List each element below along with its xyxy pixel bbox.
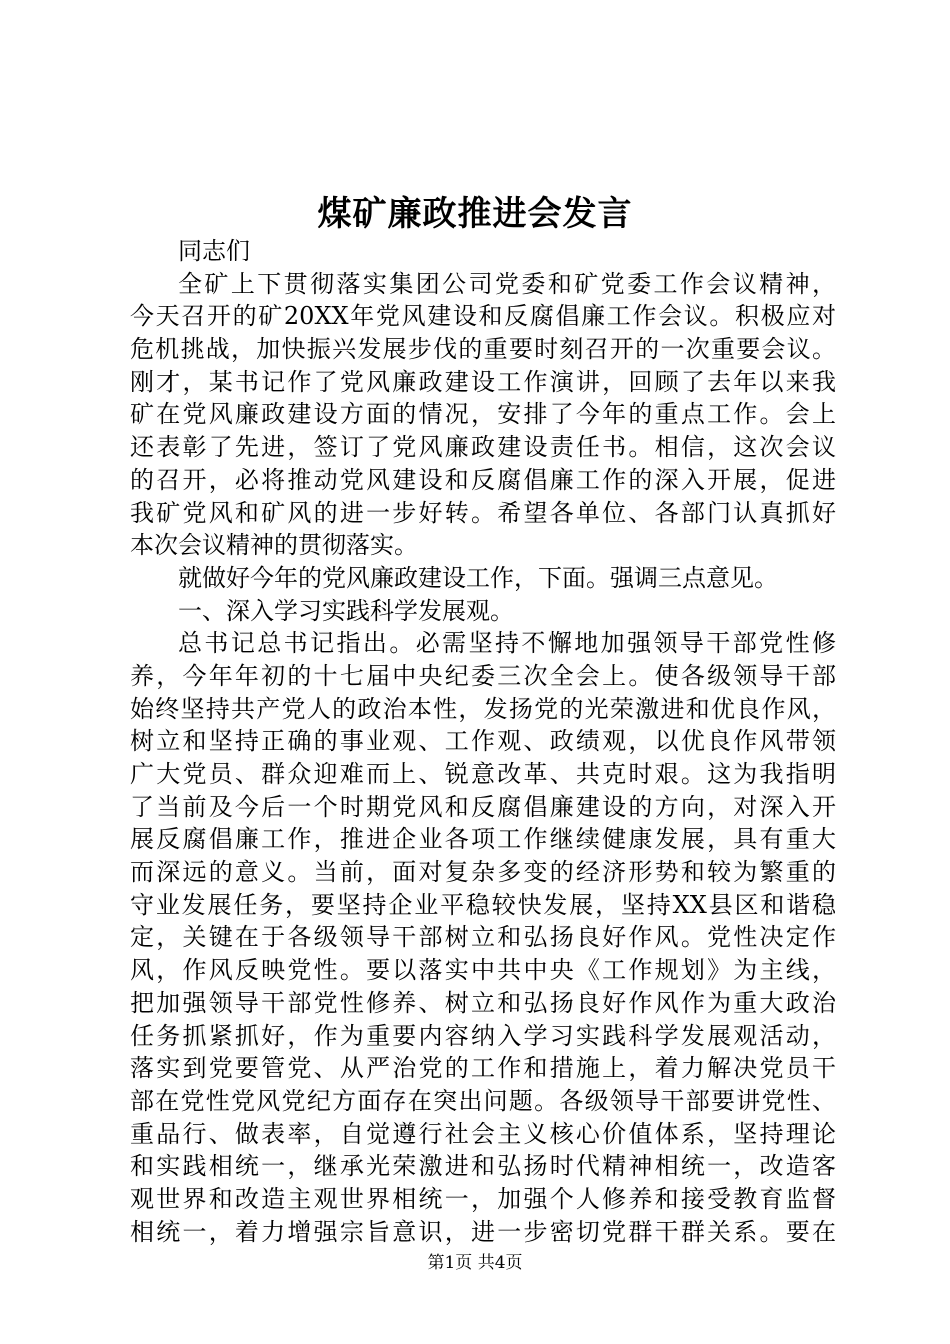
text-line: 和实践相统一，继承光荣激进和弘扬时代精神相统一，改造客 <box>130 1152 836 1181</box>
text-line: 观世界和改造主观世界相统一，加强个人修养和接受教育监督 <box>130 1184 836 1213</box>
text-line: 总书记总书记指出。必需坚持不懈地加强领导干部党性修 <box>178 629 836 658</box>
text-line: 危机挑战，加快振兴发展步伐的重要时刻召开的一次重要会议。 <box>130 335 836 364</box>
text-line: 矿在党风廉政建设方面的情况，安排了今年的重点工作。会上 <box>130 400 836 429</box>
text-line: 树立和坚持正确的事业观、工作观、政绩观，以优良作风带领 <box>130 727 836 756</box>
text-line: 任务抓紧抓好，作为重要内容纳入学习实践科学发展观活动， <box>130 1021 836 1050</box>
text-line: 风，作风反映党性。要以落实中共中央《工作规划》为主线， <box>130 956 836 985</box>
text-line: 相统一，着力增强宗旨意识，进一步密切党群干群关系。要在 <box>130 1217 836 1246</box>
text-line: 本次会议精神的贯彻落实。 <box>130 531 418 560</box>
text-line: 部在党性党风党纪方面存在突出问题。各级领导干部要讲党性、 <box>130 1086 836 1115</box>
text-line: 就做好今年的党风廉政建设工作，下面。强调三点意见。 <box>178 563 778 592</box>
text-line: 了当前及今后一个时期党风和反腐倡廉建设的方向，对深入开 <box>130 792 836 821</box>
text-line: 刚才，某书记作了党风廉政建设工作演讲，回顾了去年以来我 <box>130 367 836 396</box>
text-line: 而深远的意义。当前，面对复杂多变的经济形势和较为繁重的 <box>130 858 836 887</box>
text-line: 我矿党风和矿风的进一步好转。希望各单位、各部门认真抓好 <box>130 498 836 527</box>
text-line: 同志们 <box>178 237 250 265</box>
text-line: 的召开，必将推动党风建设和反腐倡廉工作的深入开展，促进 <box>130 465 836 494</box>
text-line: 展反腐倡廉工作，推进企业各项工作继续健康发展，具有重大 <box>130 825 836 854</box>
text-line: 定，关键在于各级领导干部树立和弘扬良好作风。党性决定作 <box>130 923 836 952</box>
text-line: 守业发展任务，要坚持企业平稳较快发展，坚持XX县区和谐稳 <box>130 890 836 919</box>
text-line: 把加强领导干部党性修养、树立和弘扬良好作风作为重大政治 <box>130 988 836 1017</box>
page-footer: 第1页 共4页 <box>427 1253 523 1273</box>
page-title: 煤矿廉政推进会发言 <box>317 194 633 234</box>
text-line: 始终坚持共产党人的政治本性，发扬党的光荣激进和优良作风， <box>130 694 836 723</box>
text-line: 一、深入学习实践科学发展观。 <box>178 596 514 625</box>
text-line: 落实到党要管党、从严治党的工作和措施上，着力解决党员干 <box>130 1054 836 1083</box>
text-line: 今天召开的矿20XX年党风建设和反腐倡廉工作会议。积极应对 <box>130 302 836 331</box>
text-line: 全矿上下贯彻落实集团公司党委和矿党委工作会议精神， <box>178 269 836 298</box>
text-line: 还表彰了先进，签订了党风廉政建设责任书。相信，这次会议 <box>130 433 836 462</box>
document-body <box>130 235 836 1248</box>
text-line: 养，今年年初的十七届中央纪委三次全会上。使各级领导干部 <box>130 661 836 690</box>
text-line: 广大党员、群众迎难而上、锐意改革、共克时艰。这为我指明 <box>130 760 836 788</box>
text-line: 重品行、做表率，自觉遵行社会主义核心价值体系，坚持理论 <box>130 1119 836 1148</box>
